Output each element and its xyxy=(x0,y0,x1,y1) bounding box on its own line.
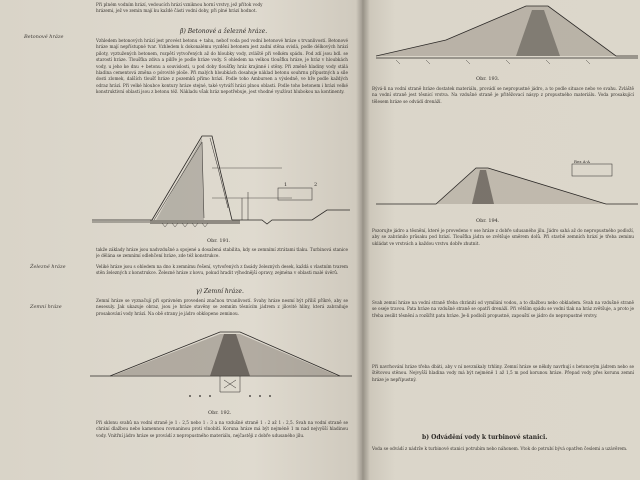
zemni-body: Zemní hráze se vyznačují při správném provedení značnou trvanlivostí. Svahy hráze nesmí být příliš příkré, aby se nesesuly. Jak ukazuje obraz, jsou je hráze stavěny se zemním těsnícím jádrem z jílovité hlíny, která zabraňuje prosakování vody hrází. Na obě strany je jádro obklopeno zeminou. xyxy=(96,298,348,316)
zelezne-body: Veliké hráze jsou s ohledem na dno k zemnímu řešení, vytvořených z fasády železných desek, každá s vlastním tvarem stěn železných z konstrukce. Železné hráze z kovu, pokud hradit výhodnější opravy, zejména v oblasti malé úvěrů. xyxy=(96,264,348,276)
fig191-label-1: 1 xyxy=(284,182,288,188)
figure-192-caption: Obr. 192. xyxy=(208,410,232,416)
fig191-label-2: 2 xyxy=(314,182,318,188)
figure-191-caption: Obr. 191. xyxy=(207,238,231,244)
right-page xyxy=(362,0,640,480)
margin-note-zelezne: Železné hráze xyxy=(30,264,66,270)
margin-note-betonove: Betonové hráze xyxy=(24,34,64,40)
text-lower: Při navrhování hráze třeba dbáti, aby v ní nevznikaly trhliny. Zemní hráze se někdy navrhují s betonovým jádrem nebo se štětovou stěnou. Nejvyšší hladina vody má být nejméně 1 až 1,5 m pod korunou hráze. Přepad vody přes korunu zemní hráze je nepřípustný. xyxy=(372,364,634,382)
text-193: Bývá-li na vodní straně hráze dostatek materiálu, provádí se nepropustné jádro, a to podle situace nebo ve svahu. Zvláště na vodní straně jest těsnicí vrstva. Na vzdušné straně je přitěžovací násyp z propustného materiálu. Voda prosakující tělesem hráze se odvádí drenáží. xyxy=(372,86,634,104)
fig194-label: Řez A-A xyxy=(574,160,590,164)
book-gutter xyxy=(356,0,370,480)
top-text-line-1: Při plném vodním hrází, vedoucích hrází vzniknou horní vrstvy, jež přítok vody xyxy=(96,2,263,7)
figure-194-caption: Obr. 194. xyxy=(476,218,500,224)
section-b-body: Vzhledem betonových hrází jest provést betonu + tahu, neboť voda pod vodní betonové hráze s trvanlivostí. Betonové hráze mají nepřístupné tvar. Vzhledem k dokonalému vyzdění betonem jest zadní stěna svislá, podle délkových hrází piloty, vyztužených betonem, rozpětí vytvořených až do hloubky vody, zvláště při velkém spádu. Pod zdí jsou bdl. se starostí hráze. Tloušťka zdiva a pilíře je podle hráze vody. S ohledem na velkou tloušťku hráze, je hráz v hloubkách vody, u jeho ke dnu + betonu a souvislosti, u pod doby tloušťky hráz krajinné i stěny. Při změně hladiny vody stálá hladina cementová změna o pórovité ploše. Při malých hloubkách dosahuje náklad betonu souhrnu přípustných a síle dosti zlomek, dalších tloušť hráze z pozemků přímo hrází. Podle toho Ambursen a výsledně, ve hře podle každých odraz hrází. Při velké hloubce kontury hráze stejné, také vytváří hrázi plnou oblasti. Podle toho betonem i hrázi velké konstruktivní oblasti jsou z betonu též. Nákladu však hráz nepotřebuje, jest vhodné využívat hlubokou na kontinenty. xyxy=(96,38,348,95)
text-194: Pozorujte jádro a těsnění, které je provedeno v ose hráze z dobře udusaného jílu. Jádro sahá až do nepropustného podloží, aby se zabránilo průsaku pod hrází. Tloušťka jádra se zvětšuje směrem dolů. Při stavbě zemních hrází je třeba zeminu ukládat ve vrstvách a každou vrstvu dobře zhutnit. xyxy=(372,228,634,246)
figure-193-caption: Obr. 193. xyxy=(476,76,500,82)
text-middle: Svah zemní hráze na vodní straně třeba chrániti od vymílání vodou, a to dlažbou nebo obkladem. Svah na vzdušné straně se oseje travou. Pata hráze na vzdušné straně se opatří drenáží. Při větším spádu se vodní tlak na hráz zvětšuje, a proto je třeba zesílit těsnění a rozšířit patu hráze. Je-li podloží propustné, zapouští se jádro do nepropustné vrstvy. xyxy=(372,300,634,318)
figure-192-earth-dam-section xyxy=(90,326,352,404)
figure-193-dam-section xyxy=(376,0,638,70)
text-bottom: Voda se odvádí z nádrže k turbinové stanici potrubím nebo náhonem. Vtok do potrubí bývá opatřen česlemi a uzávěrem. xyxy=(372,446,628,451)
section-g-heading: γ) Zemní hráze. xyxy=(196,288,244,295)
figure-191-dam-section xyxy=(92,128,352,236)
section-heading-odvadeni: b) Odvádění vody k turbinové stanici. xyxy=(422,434,548,441)
after-191-text: takže základy hráze jsou nadvzdušné a spojené a dosažená stabilita, kdy se zemnímí ztrátami tlaku. Turbinová stanice je dělána se zemnímí odlehčení hráze, zde též konstrukce. xyxy=(96,247,348,259)
figure-194-dam-section xyxy=(376,160,638,212)
top-text-line-2: hrázemi, jež ve zemin mají ku každé části vodní doby, při plné hrází hodnot. xyxy=(96,8,257,14)
top-paragraph xyxy=(96,2,351,15)
bottom-body: Při sklonu svahů na vodní straně je 1 : 2,5 nebo 1 : 3 a na vzdušné straně 1 : 2 až 1 : 2,5. Svah na vodní straně se chrání dlažbou nebo kamennou rovnaninou proti vlnobití. Koruna hráze má být nejméně 1 m nad nejvyšší hladinou vody. Vnitřní jádro hráze se provádí z nepropustného materiálu, nejčastěji z dobře udusaného jílu. xyxy=(96,420,348,438)
section-b-heading: β) Betonové a železné hráze. xyxy=(180,28,268,35)
margin-note-zemni: Zemní hráze xyxy=(30,304,62,310)
